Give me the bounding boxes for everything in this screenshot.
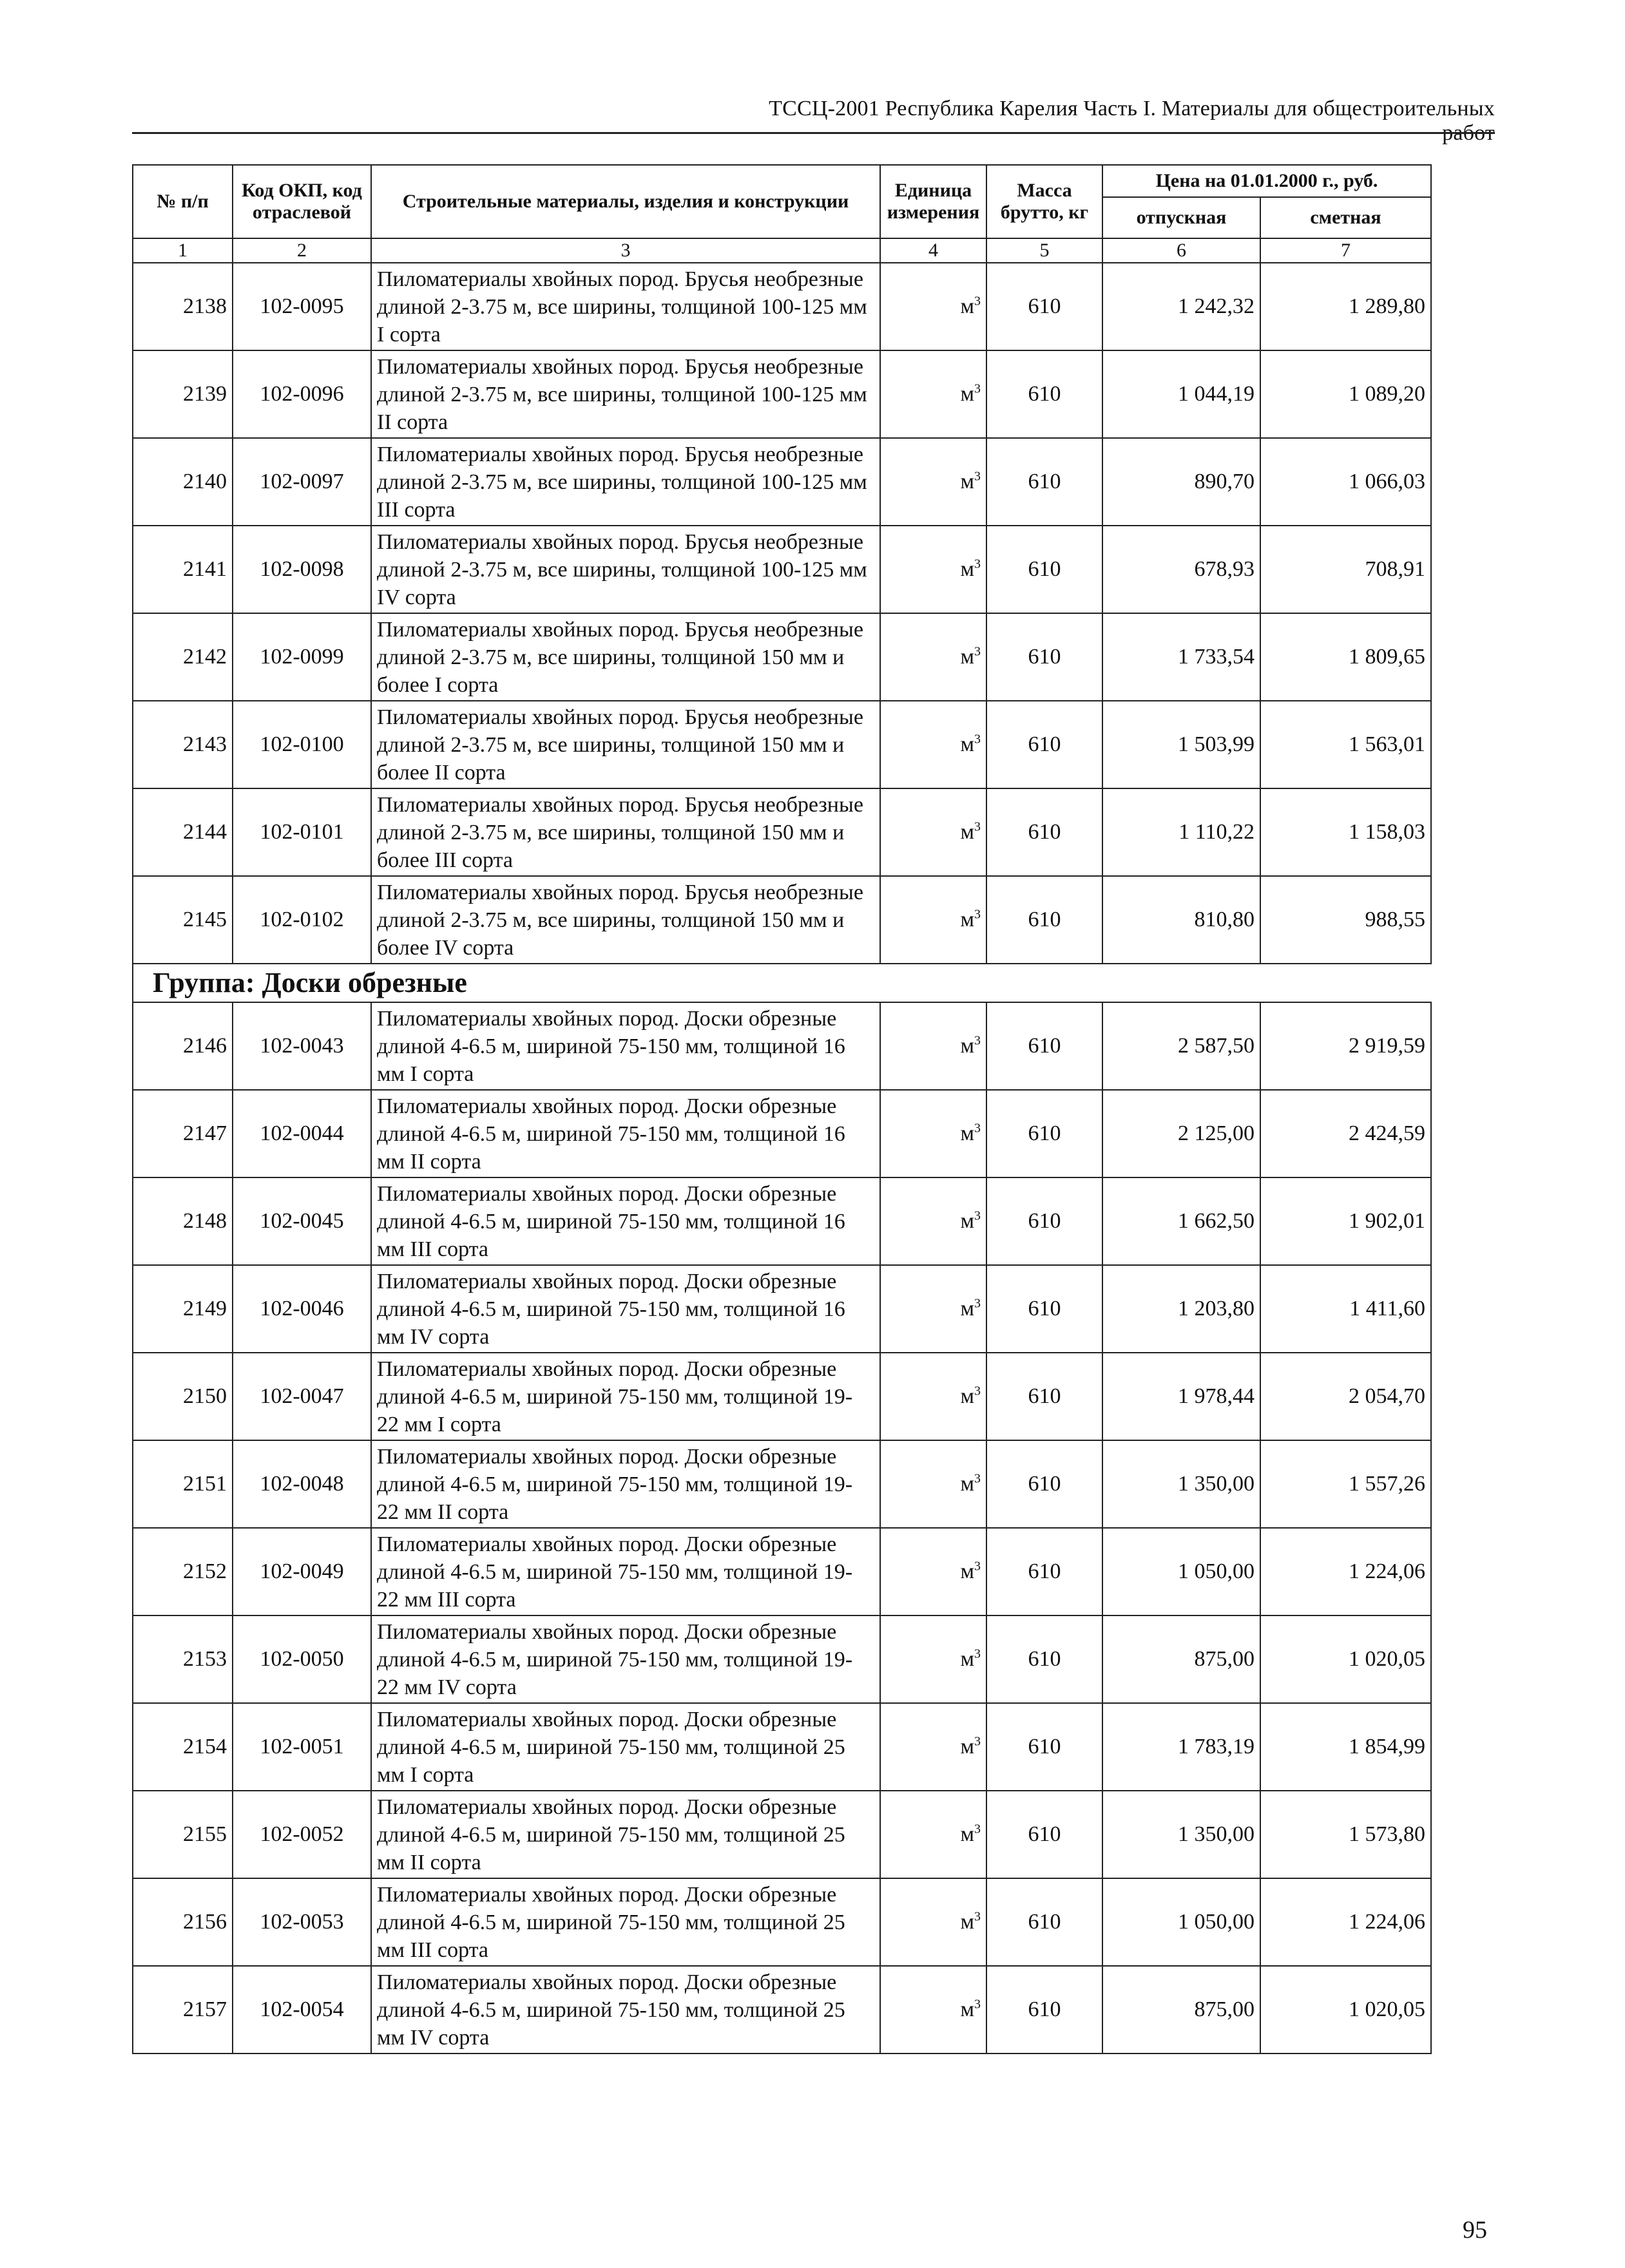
row-number: 2139 — [133, 350, 233, 438]
estimate-price: 1 158,03 — [1260, 788, 1431, 876]
table-row — [133, 438, 1431, 526]
estimate-price: 1 020,05 — [1260, 1615, 1431, 1703]
unit-text: м — [960, 1997, 974, 2021]
unit-text: м — [960, 382, 974, 406]
row-number: 2144 — [133, 788, 233, 876]
item-name: Пиломатериалы хвойных пород. Доски обрезные длиной 4-6.5 м, шириной 75-150 мм, толщиной 19-22 мм III сорта — [371, 1528, 880, 1615]
item-name: Пиломатериалы хвойных пород. Брусья необрезные длиной 2-3.75 м, все ширины, толщиной 100-125 мм III сорта — [371, 438, 880, 526]
unit-of-measure — [880, 350, 986, 438]
release-price: 1 503,99 — [1102, 701, 1260, 788]
column-number: 4 — [880, 238, 986, 263]
unit-of-measure — [880, 876, 986, 964]
unit-of-measure — [880, 1703, 986, 1791]
unit-exponent: 3 — [974, 1471, 981, 1486]
row-number: 2146 — [133, 1002, 233, 1090]
release-price: 875,00 — [1102, 1966, 1260, 2054]
release-price: 875,00 — [1102, 1615, 1260, 1703]
column-number: 6 — [1102, 238, 1260, 263]
row-number: 2147 — [133, 1090, 233, 1177]
okp-code: 102-0054 — [233, 1966, 371, 2054]
table-row — [133, 263, 1431, 350]
row-number: 2148 — [133, 1177, 233, 1265]
unit-of-measure — [880, 1791, 986, 1878]
unit-text: м — [960, 1647, 974, 1671]
column-number: 7 — [1260, 238, 1431, 263]
table-row — [133, 1090, 1431, 1177]
unit-of-measure — [880, 1615, 986, 1703]
estimate-price: 708,91 — [1260, 526, 1431, 613]
table-row — [133, 1791, 1431, 1878]
okp-code: 102-0047 — [233, 1353, 371, 1440]
release-price: 1 050,00 — [1102, 1878, 1260, 1966]
unit-text: м — [960, 732, 974, 756]
estimate-price: 1 224,06 — [1260, 1878, 1431, 1966]
gross-mass: 610 — [986, 1177, 1102, 1265]
okp-code: 102-0046 — [233, 1265, 371, 1353]
unit-of-measure — [880, 1878, 986, 1966]
unit-exponent: 3 — [974, 1822, 981, 1836]
unit-of-measure — [880, 613, 986, 701]
release-price: 1 783,19 — [1102, 1703, 1260, 1791]
gross-mass: 610 — [986, 438, 1102, 526]
item-name: Пиломатериалы хвойных пород. Доски обрезные длиной 4-6.5 м, шириной 75-150 мм, толщиной 25 мм II сорта — [371, 1791, 880, 1878]
okp-code: 102-0045 — [233, 1177, 371, 1265]
estimate-price: 988,55 — [1260, 876, 1431, 964]
gross-mass: 610 — [986, 1615, 1102, 1703]
item-name: Пиломатериалы хвойных пород. Доски обрезные длиной 4-6.5 м, шириной 75-150 мм, толщиной 16 мм IV сорта — [371, 1265, 880, 1353]
estimate-price: 1 289,80 — [1260, 263, 1431, 350]
estimate-price: 1 020,05 — [1260, 1966, 1431, 2054]
unit-text: м — [960, 1121, 974, 1145]
unit-text: м — [960, 908, 974, 931]
unit-text: м — [960, 1384, 974, 1408]
row-number: 2156 — [133, 1878, 233, 1966]
row-number: 2149 — [133, 1265, 233, 1353]
item-name: Пиломатериалы хвойных пород. Брусья необрезные длиной 2-3.75 м, все ширины, толщиной 100-125 мм II сорта — [371, 350, 880, 438]
release-price: 890,70 — [1102, 438, 1260, 526]
col-header-price-estimate: сметная — [1260, 197, 1431, 238]
col-header-code: Код ОКП, код отраслевой — [233, 165, 371, 238]
header-divider — [132, 132, 1495, 134]
gross-mass: 610 — [986, 876, 1102, 964]
table-row — [133, 350, 1431, 438]
col-header-unit: Единица измерения — [880, 165, 986, 238]
okp-code: 102-0053 — [233, 1878, 371, 1966]
estimate-price: 1 809,65 — [1260, 613, 1431, 701]
item-name: Пиломатериалы хвойных пород. Доски обрезные длиной 4-6.5 м, шириной 75-150 мм, толщиной 16 мм II сорта — [371, 1090, 880, 1177]
estimate-price: 1 557,26 — [1260, 1440, 1431, 1528]
estimate-price: 2 919,59 — [1260, 1002, 1431, 1090]
table-row — [133, 1615, 1431, 1703]
row-number: 2142 — [133, 613, 233, 701]
row-number: 2154 — [133, 1703, 233, 1791]
group-title: Группа: Доски обрезные — [132, 964, 1430, 1002]
unit-text: м — [960, 1735, 974, 1758]
table-row — [133, 1528, 1431, 1615]
table-row — [133, 613, 1431, 701]
col-header-num: № п/п — [133, 165, 233, 238]
unit-exponent: 3 — [974, 557, 981, 571]
unit-exponent: 3 — [974, 1296, 981, 1311]
gross-mass: 610 — [986, 1528, 1102, 1615]
release-price: 1 203,80 — [1102, 1265, 1260, 1353]
unit-text: м — [960, 1559, 974, 1583]
okp-code: 102-0050 — [233, 1615, 371, 1703]
unit-of-measure — [880, 1440, 986, 1528]
item-name: Пиломатериалы хвойных пород. Доски обрезные длиной 4-6.5 м, шириной 75-150 мм, толщиной 25 мм I сорта — [371, 1703, 880, 1791]
release-price: 1 242,32 — [1102, 263, 1260, 350]
item-name: Пиломатериалы хвойных пород. Брусья необрезные длиной 2-3.75 м, все ширины, толщиной 100-125 мм I сорта — [371, 263, 880, 350]
unit-of-measure — [880, 1528, 986, 1615]
estimate-price: 1 902,01 — [1260, 1177, 1431, 1265]
gross-mass: 610 — [986, 526, 1102, 613]
okp-code: 102-0044 — [233, 1090, 371, 1177]
release-price: 1 978,44 — [1102, 1353, 1260, 1440]
release-price: 1 662,50 — [1102, 1177, 1260, 1265]
unit-exponent: 3 — [974, 907, 981, 922]
unit-text: м — [960, 1472, 974, 1496]
row-number: 2155 — [133, 1791, 233, 1878]
page-number: 95 — [1463, 2216, 1487, 2244]
gross-mass: 610 — [986, 613, 1102, 701]
gross-mass: 610 — [986, 1353, 1102, 1440]
unit-of-measure — [880, 1002, 986, 1090]
unit-text: м — [960, 820, 974, 844]
col-header-name: Строительные материалы, изделия и конструкции — [371, 165, 880, 238]
unit-of-measure — [880, 1966, 986, 2054]
unit-text: м — [960, 645, 974, 669]
table-row — [133, 1265, 1431, 1353]
row-number: 2145 — [133, 876, 233, 964]
gross-mass: 610 — [986, 1966, 1102, 2054]
table-row — [133, 1703, 1431, 1791]
table-row — [133, 1177, 1431, 1265]
item-name: Пиломатериалы хвойных пород. Доски обрезные длиной 4-6.5 м, шириной 75-150 мм, толщиной 19-22 мм IV сорта — [371, 1615, 880, 1703]
okp-code: 102-0100 — [233, 701, 371, 788]
release-price: 2 587,50 — [1102, 1002, 1260, 1090]
release-price: 1 350,00 — [1102, 1440, 1260, 1528]
release-price: 1 733,54 — [1102, 613, 1260, 701]
item-name: Пиломатериалы хвойных пород. Брусья необрезные длиной 2-3.75 м, все ширины, толщиной 150 мм и более II сорта — [371, 701, 880, 788]
unit-exponent: 3 — [974, 1997, 981, 2012]
price-table — [132, 164, 1432, 964]
unit-of-measure — [880, 526, 986, 613]
estimate-price: 1 563,01 — [1260, 701, 1431, 788]
okp-code: 102-0098 — [233, 526, 371, 613]
release-price: 678,93 — [1102, 526, 1260, 613]
column-number: 3 — [371, 238, 880, 263]
unit-text: м — [960, 1910, 974, 1934]
col-header-mass: Масса брутто, кг — [986, 165, 1102, 238]
unit-exponent: 3 — [974, 819, 981, 834]
unit-exponent: 3 — [974, 294, 981, 309]
gross-mass: 610 — [986, 1878, 1102, 1966]
row-number: 2151 — [133, 1440, 233, 1528]
row-number: 2138 — [133, 263, 233, 350]
okp-code: 102-0095 — [233, 263, 371, 350]
unit-text: м — [960, 1297, 974, 1320]
estimate-price: 1 066,03 — [1260, 438, 1431, 526]
table-row — [133, 1878, 1431, 1966]
unit-text: м — [960, 557, 974, 581]
unit-text: м — [960, 1209, 974, 1233]
estimate-price: 1 411,60 — [1260, 1265, 1431, 1353]
row-number: 2143 — [133, 701, 233, 788]
release-price: 810,80 — [1102, 876, 1260, 964]
okp-code: 102-0043 — [233, 1002, 371, 1090]
okp-code: 102-0096 — [233, 350, 371, 438]
row-number: 2150 — [133, 1353, 233, 1440]
price-table-boards — [132, 1002, 1432, 2054]
table-row — [133, 1002, 1431, 1090]
item-name: Пиломатериалы хвойных пород. Доски обрезные длиной 4-6.5 м, шириной 75-150 мм, толщиной 19-22 мм I сорта — [371, 1353, 880, 1440]
item-name: Пиломатериалы хвойных пород. Брусья необрезные длиной 2-3.75 м, все ширины, толщиной 100-125 мм IV сорта — [371, 526, 880, 613]
okp-code: 102-0051 — [233, 1703, 371, 1791]
gross-mass: 610 — [986, 263, 1102, 350]
unit-exponent: 3 — [974, 1734, 981, 1749]
estimate-price: 1 224,06 — [1260, 1528, 1431, 1615]
release-price: 1 350,00 — [1102, 1791, 1260, 1878]
unit-exponent: 3 — [974, 1033, 981, 1048]
release-price: 2 125,00 — [1102, 1090, 1260, 1177]
unit-exponent: 3 — [974, 1559, 981, 1574]
col-header-price-group: Цена на 01.01.2000 г., руб. — [1102, 165, 1431, 197]
unit-exponent: 3 — [974, 1208, 981, 1223]
table-row — [133, 876, 1431, 964]
release-price: 1 044,19 — [1102, 350, 1260, 438]
row-number: 2157 — [133, 1966, 233, 2054]
unit-of-measure — [880, 1265, 986, 1353]
gross-mass: 610 — [986, 350, 1102, 438]
table-row — [133, 526, 1431, 613]
okp-code: 102-0052 — [233, 1791, 371, 1878]
unit-of-measure — [880, 438, 986, 526]
gross-mass: 610 — [986, 1265, 1102, 1353]
unit-of-measure — [880, 1090, 986, 1177]
item-name: Пиломатериалы хвойных пород. Доски обрезные длиной 4-6.5 м, шириной 75-150 мм, толщиной 19-22 мм II сорта — [371, 1440, 880, 1528]
estimate-price: 2 424,59 — [1260, 1090, 1431, 1177]
gross-mass: 610 — [986, 1090, 1102, 1177]
unit-text: м — [960, 294, 974, 318]
table-row — [133, 1966, 1431, 2054]
estimate-price: 1 089,20 — [1260, 350, 1431, 438]
column-number: 1 — [133, 238, 233, 263]
unit-text: м — [960, 470, 974, 493]
item-name: Пиломатериалы хвойных пород. Брусья необрезные длиной 2-3.75 м, все ширины, толщиной 150 мм и более I сорта — [371, 613, 880, 701]
unit-exponent: 3 — [974, 644, 981, 659]
gross-mass: 610 — [986, 1002, 1102, 1090]
column-number: 2 — [233, 238, 371, 263]
gross-mass: 610 — [986, 788, 1102, 876]
estimate-price: 1 854,99 — [1260, 1703, 1431, 1791]
running-header: ТССЦ-2001 Республика Карелия Часть I. Материалы для общестроительных работ — [769, 97, 1495, 145]
row-number: 2153 — [133, 1615, 233, 1703]
table-body-bars — [133, 263, 1431, 964]
table-row — [133, 788, 1431, 876]
table-body-boards — [133, 1002, 1431, 2054]
row-number: 2141 — [133, 526, 233, 613]
table-row — [133, 1353, 1431, 1440]
release-price: 1 110,22 — [1102, 788, 1260, 876]
gross-mass: 610 — [986, 1791, 1102, 1878]
item-name: Пиломатериалы хвойных пород. Брусья необрезные длиной 2-3.75 м, все ширины, толщиной 150 мм и более IV сорта — [371, 876, 880, 964]
okp-code: 102-0101 — [233, 788, 371, 876]
unit-of-measure — [880, 788, 986, 876]
okp-code: 102-0049 — [233, 1528, 371, 1615]
col-header-price-release: отпускная — [1102, 197, 1260, 238]
gross-mass: 610 — [986, 701, 1102, 788]
unit-exponent: 3 — [974, 732, 981, 747]
gross-mass: 610 — [986, 1703, 1102, 1791]
unit-text: м — [960, 1822, 974, 1846]
price-table-wrapper — [132, 164, 1432, 2054]
estimate-price: 2 054,70 — [1260, 1353, 1431, 1440]
unit-text: м — [960, 1034, 974, 1058]
unit-of-measure — [880, 1177, 986, 1265]
unit-of-measure — [880, 1353, 986, 1440]
column-number-row — [133, 238, 1431, 263]
item-name: Пиломатериалы хвойных пород. Доски обрезные длиной 4-6.5 м, шириной 75-150 мм, толщиной 25 мм IV сорта — [371, 1966, 880, 2054]
release-price: 1 050,00 — [1102, 1528, 1260, 1615]
item-name: Пиломатериалы хвойных пород. Брусья необрезные длиной 2-3.75 м, все ширины, толщиной 150 мм и более III сорта — [371, 788, 880, 876]
okp-code: 102-0097 — [233, 438, 371, 526]
row-number: 2140 — [133, 438, 233, 526]
okp-code: 102-0048 — [233, 1440, 371, 1528]
unit-exponent: 3 — [974, 469, 981, 484]
okp-code: 102-0099 — [233, 613, 371, 701]
unit-exponent: 3 — [974, 1646, 981, 1661]
unit-exponent: 3 — [974, 1384, 981, 1398]
estimate-price: 1 573,80 — [1260, 1791, 1431, 1878]
unit-exponent: 3 — [974, 1121, 981, 1136]
item-name: Пиломатериалы хвойных пород. Доски обрезные длиной 4-6.5 м, шириной 75-150 мм, толщиной 25 мм III сорта — [371, 1878, 880, 1966]
item-name: Пиломатериалы хвойных пород. Доски обрезные длиной 4-6.5 м, шириной 75-150 мм, толщиной 16 мм III сорта — [371, 1177, 880, 1265]
row-number: 2152 — [133, 1528, 233, 1615]
unit-exponent: 3 — [974, 1909, 981, 1924]
unit-of-measure — [880, 263, 986, 350]
unit-of-measure — [880, 701, 986, 788]
okp-code: 102-0102 — [233, 876, 371, 964]
unit-exponent: 3 — [974, 381, 981, 396]
item-name: Пиломатериалы хвойных пород. Доски обрезные длиной 4-6.5 м, шириной 75-150 мм, толщиной 16 мм I сорта — [371, 1002, 880, 1090]
table-row — [133, 701, 1431, 788]
table-row — [133, 1440, 1431, 1528]
gross-mass: 610 — [986, 1440, 1102, 1528]
column-number: 5 — [986, 238, 1102, 263]
